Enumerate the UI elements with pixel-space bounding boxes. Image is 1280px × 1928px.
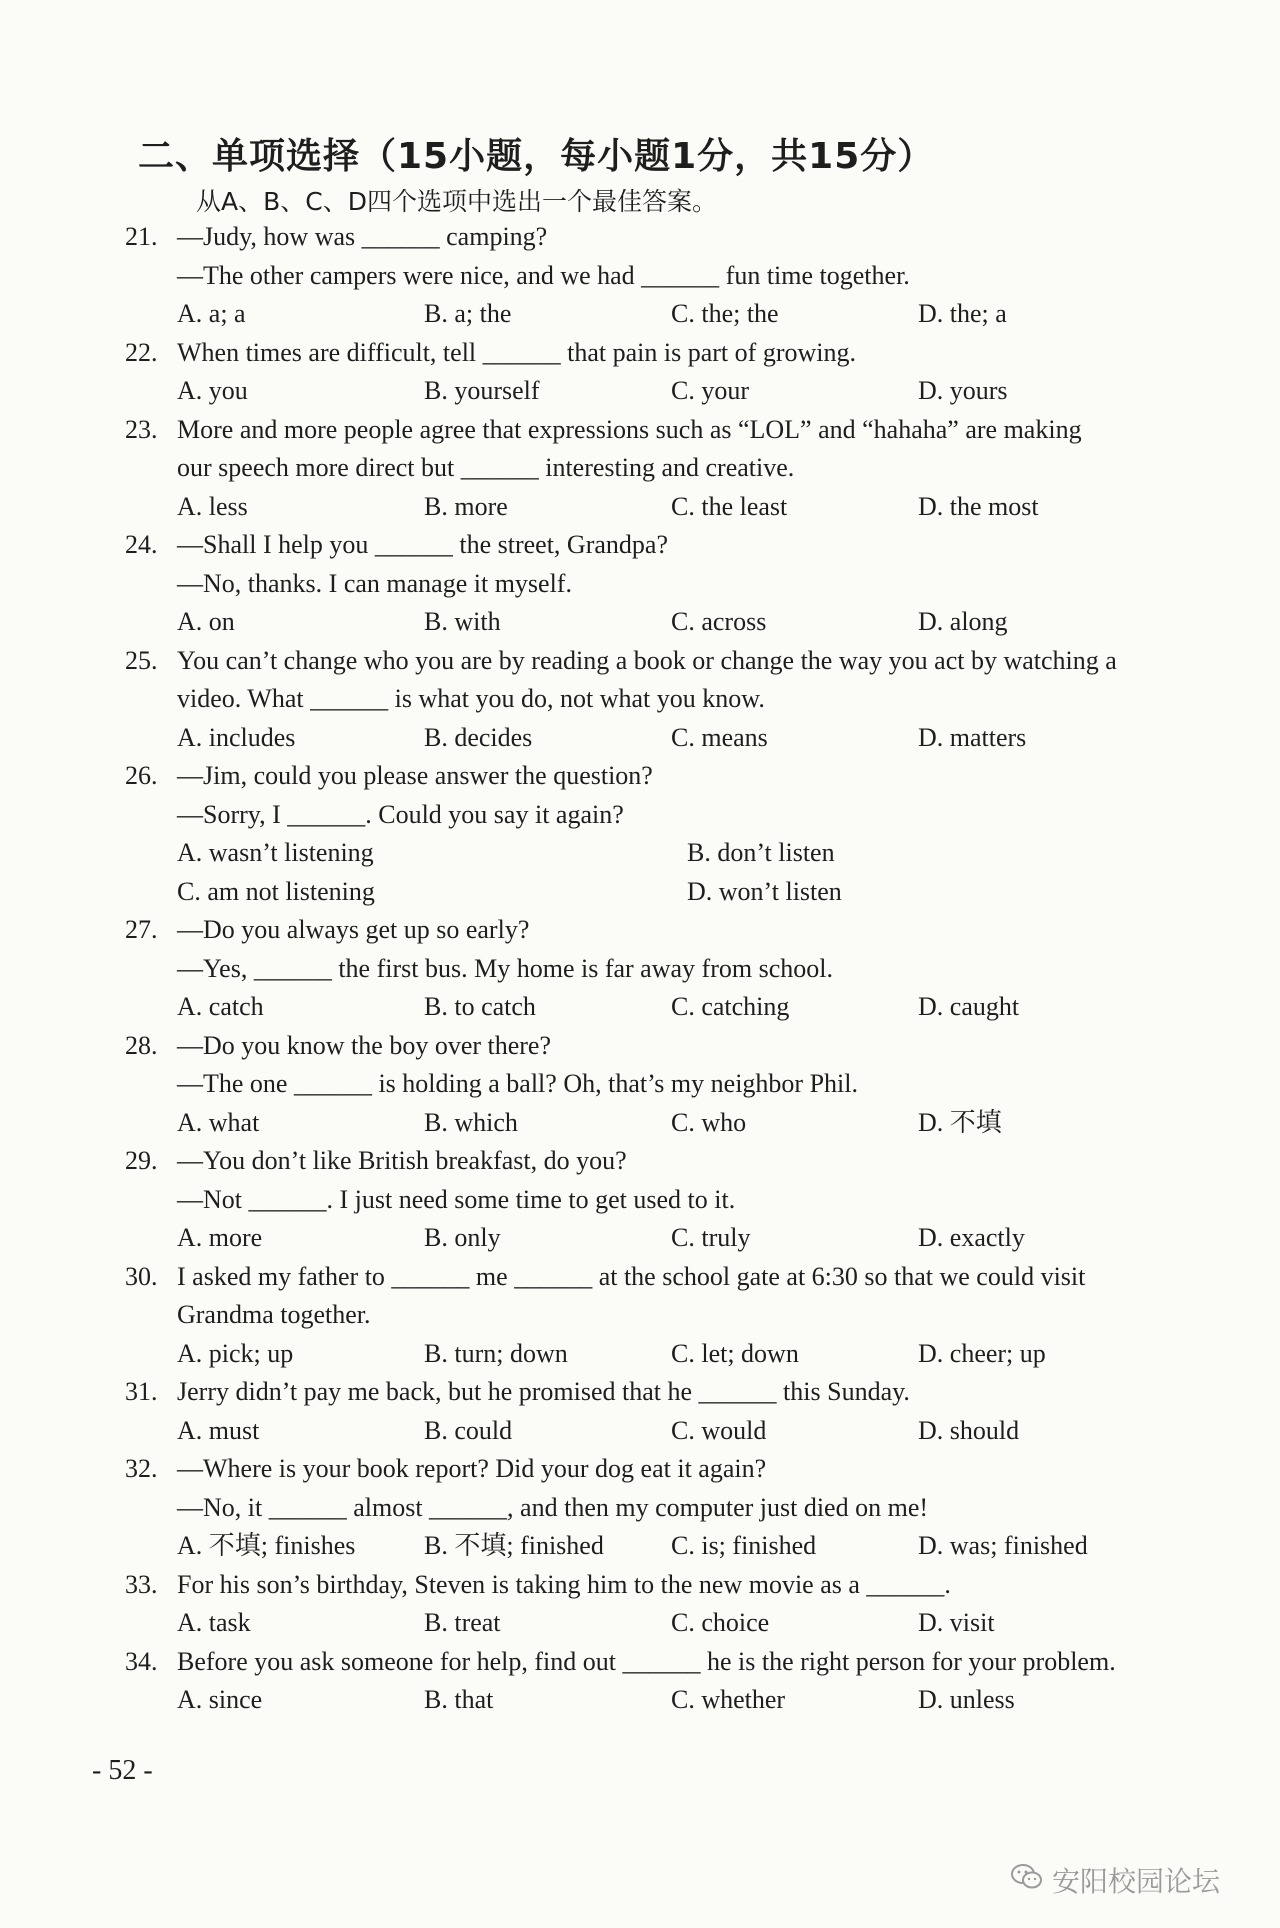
question-stem xyxy=(125,1373,1205,1412)
answer-option: B. to catch xyxy=(424,992,536,1021)
question-number: 28. xyxy=(125,1030,158,1060)
question-number: 33. xyxy=(125,1569,158,1599)
answer-option: D. was; finished xyxy=(918,1531,1088,1560)
question-number: 32. xyxy=(125,1454,158,1483)
question-26 xyxy=(125,757,1205,911)
answer-option: A. 不填; finishes xyxy=(177,1531,356,1560)
question-number: 22. xyxy=(125,337,158,367)
answer-option: C. means xyxy=(671,722,768,752)
question-text: —Yes, ______ the first bus. My home is far away from school. xyxy=(177,953,833,983)
answer-option: B. which xyxy=(424,1107,518,1137)
answer-option: D. cheer; up xyxy=(918,1338,1046,1368)
answer-option: B. could xyxy=(424,1415,513,1445)
question-text: —Where is your book report? Did your dog eat it again? xyxy=(177,1454,767,1483)
question-text: —No, thanks. I can manage it myself. xyxy=(177,568,572,598)
answer-options xyxy=(125,1104,1205,1143)
question-text: —Do you know the boy over there? xyxy=(177,1030,552,1060)
answer-option: B. turn; down xyxy=(424,1338,568,1368)
question-stem xyxy=(125,911,1205,950)
answer-option: B. a; the xyxy=(424,299,512,328)
question-21 xyxy=(125,218,1205,334)
answer-option: D. exactly xyxy=(918,1223,1025,1252)
answer-option: D. 不填 xyxy=(918,1107,1002,1137)
question-number: 21. xyxy=(125,222,158,251)
answer-option: D. the; a xyxy=(918,299,1007,328)
question-text: —Shall I help you ______ the street, Grandpa? xyxy=(177,530,668,559)
answer-option: A. on xyxy=(177,607,235,636)
answer-options xyxy=(125,1527,1205,1566)
question-text: our speech more direct but ______ interesting and creative. xyxy=(177,453,795,482)
answer-option: C. the; the xyxy=(671,299,779,328)
watermark-text: 安阳校园论坛 xyxy=(1052,1865,1221,1898)
question-text: When times are difficult, tell ______ that pain is part of growing. xyxy=(177,337,856,367)
answer-option: A. less xyxy=(177,491,248,521)
answer-option: C. would xyxy=(671,1415,767,1445)
question-text: For his son’s birthday, Steven is taking him to the new movie as a ______. xyxy=(177,1569,951,1599)
answer-option: C. is; finished xyxy=(671,1531,817,1560)
question-32 xyxy=(125,1450,1205,1566)
answer-options xyxy=(125,1412,1205,1451)
question-stem xyxy=(125,526,1205,565)
question-number: 27. xyxy=(125,915,158,944)
question-34 xyxy=(125,1643,1205,1720)
question-stem xyxy=(125,1258,1205,1297)
question-stem xyxy=(125,218,1205,257)
question-text: Jerry didn’t pay me back, but he promised that he ______ this Sunday. xyxy=(177,1377,910,1406)
answer-option: D. unless xyxy=(918,1685,1015,1714)
answer-option: A. wasn’t listening xyxy=(177,838,374,867)
answer-option: A. must xyxy=(177,1415,260,1445)
question-text: —Jim, could you please answer the question? xyxy=(177,761,653,790)
question-text: Grandma together. xyxy=(177,1300,371,1329)
answer-option: B. decides xyxy=(424,722,533,752)
wechat-icon xyxy=(1010,1863,1044,1898)
question-24 xyxy=(125,526,1205,642)
answer-option: C. your xyxy=(671,376,749,405)
question-text: —The other campers were nice, and we had ______ fun time together. xyxy=(177,260,910,290)
answer-option: D. the most xyxy=(918,491,1039,521)
question-22 xyxy=(125,334,1205,411)
answer-options xyxy=(125,1681,1205,1720)
question-stem xyxy=(125,1566,1205,1605)
question-text: You can’t change who you are by reading a book or change the way you act by watching a xyxy=(177,645,1117,675)
answer-option: D. yours xyxy=(918,376,1008,405)
answer-option: A. includes xyxy=(177,722,296,752)
section-instruction: 从A、B、C、D四个选项中选出一个最佳答案。 xyxy=(196,187,717,216)
answer-option: A. pick; up xyxy=(177,1338,294,1368)
question-text: More and more people agree that expressions such as “LOL” and “hahaha” are making xyxy=(177,414,1082,444)
answer-option: B. 不填; finished xyxy=(424,1531,604,1560)
answer-options xyxy=(125,372,1205,411)
answer-option: D. visit xyxy=(918,1608,995,1637)
answer-option: C. am not listening xyxy=(177,876,375,906)
answer-option: C. who xyxy=(671,1107,747,1137)
question-text: —You don’t like British breakfast, do you? xyxy=(177,1146,627,1175)
answer-option: C. truly xyxy=(671,1223,751,1252)
question-stem xyxy=(125,642,1205,681)
answer-option: B. treat xyxy=(424,1608,501,1637)
question-stem xyxy=(125,1643,1205,1682)
answer-option: B. only xyxy=(424,1223,501,1252)
answer-option: A. since xyxy=(177,1685,263,1714)
question-number: 30. xyxy=(125,1261,158,1291)
answer-option: B. with xyxy=(424,607,501,636)
question-27 xyxy=(125,911,1205,1027)
question-number: 34. xyxy=(125,1646,158,1676)
answer-options xyxy=(125,988,1205,1027)
answer-option: A. a; a xyxy=(177,299,246,328)
question-text: —No, it ______ almost ______, and then my computer just died on me! xyxy=(177,1492,929,1522)
question-text: —Do you always get up so early? xyxy=(177,915,530,944)
question-30 xyxy=(125,1258,1205,1374)
answer-option: A. more xyxy=(177,1223,263,1252)
question-text: —Not ______. I just need some time to get used to it. xyxy=(177,1184,736,1214)
answer-option: C. whether xyxy=(671,1685,786,1714)
answer-option: D. caught xyxy=(918,992,1020,1021)
answer-option: C. let; down xyxy=(671,1338,799,1368)
answer-option: D. matters xyxy=(918,722,1027,752)
question-text: video. What ______ is what you do, not what you know. xyxy=(177,684,765,713)
answer-options xyxy=(125,295,1205,334)
question-text: —Judy, how was ______ camping? xyxy=(177,222,548,251)
answer-option: C. catching xyxy=(671,992,790,1021)
question-29 xyxy=(125,1142,1205,1258)
watermark xyxy=(1010,1860,1220,1900)
question-number: 29. xyxy=(125,1146,158,1175)
answer-option: A. catch xyxy=(177,992,264,1021)
question-stem xyxy=(125,757,1205,796)
page-number: - 52 - xyxy=(92,1755,153,1786)
answer-options xyxy=(125,1335,1205,1374)
question-25 xyxy=(125,642,1205,758)
answer-options xyxy=(125,719,1205,758)
answer-option: D. won’t listen xyxy=(687,876,842,906)
question-23 xyxy=(125,411,1205,527)
question-number: 25. xyxy=(125,645,158,675)
answer-options xyxy=(125,1604,1205,1643)
question-list xyxy=(125,218,1205,1720)
answer-option: A. you xyxy=(177,376,248,405)
question-stem xyxy=(125,1142,1205,1181)
question-stem xyxy=(125,411,1205,450)
answer-options xyxy=(125,834,1205,873)
answer-options xyxy=(125,603,1205,642)
question-stem xyxy=(125,334,1205,373)
question-number: 31. xyxy=(125,1377,158,1406)
answer-option: D. along xyxy=(918,607,1008,636)
answer-option: B. more xyxy=(424,491,508,521)
answer-options xyxy=(125,488,1205,527)
answer-option: B. yourself xyxy=(424,376,540,405)
answer-option: C. the least xyxy=(671,491,788,521)
question-33 xyxy=(125,1566,1205,1643)
answer-option: A. task xyxy=(177,1608,251,1637)
question-number: 23. xyxy=(125,414,158,444)
answer-options xyxy=(125,1219,1205,1258)
question-text: Before you ask someone for help, find out ______ he is the right person for your problem. xyxy=(177,1646,1116,1676)
question-stem xyxy=(125,1450,1205,1489)
answer-option: B. that xyxy=(424,1685,494,1714)
answer-options xyxy=(125,873,1205,912)
question-31 xyxy=(125,1373,1205,1450)
question-number: 26. xyxy=(125,761,158,790)
question-number: 24. xyxy=(125,530,158,559)
answer-option: C. across xyxy=(671,607,767,636)
question-text: I asked my father to ______ me ______ at the school gate at 6:30 so that we could visit xyxy=(177,1261,1086,1291)
question-28 xyxy=(125,1027,1205,1143)
section-title: 二、单项选择（15小题，每小题1分，共15分） xyxy=(138,136,935,177)
question-text: —Sorry, I ______. Could you say it again? xyxy=(177,799,624,829)
question-stem xyxy=(125,1027,1205,1066)
answer-option: B. don’t listen xyxy=(687,838,835,867)
answer-option: A. what xyxy=(177,1107,260,1137)
answer-option: C. choice xyxy=(671,1608,770,1637)
answer-option: D. should xyxy=(918,1415,1020,1445)
question-text: —The one ______ is holding a ball? Oh, that’s my neighbor Phil. xyxy=(177,1069,858,1098)
